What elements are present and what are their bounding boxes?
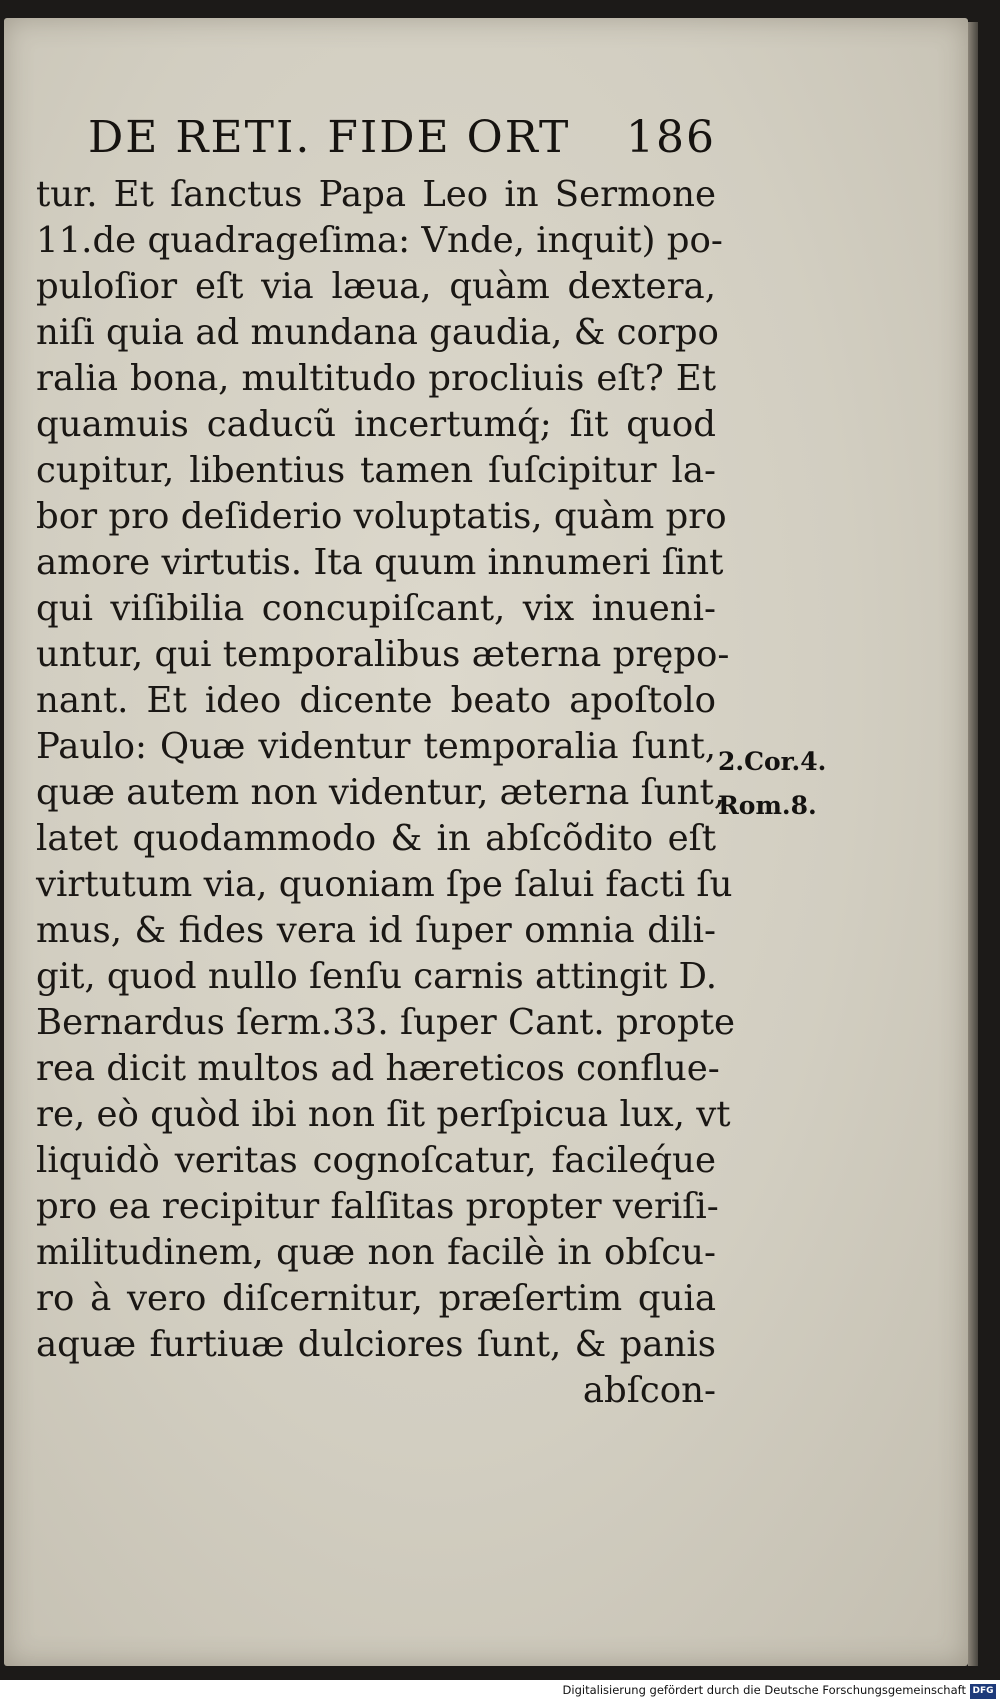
text-line: virtutum via, quoniam ſpe ſalui facti ſu	[36, 864, 733, 905]
text-line: amore virtutis. Ita quum innumeri ſint	[36, 542, 724, 583]
text-line: puloſior eſt via læua, quàm dextera,	[36, 266, 716, 307]
text-line: niſi quia ad mundana gaudia, & corpo	[36, 312, 719, 353]
margin-note: Rom.8.	[718, 791, 817, 820]
marginal-references	[718, 740, 827, 828]
text-line: qui viſibilia concupiſcant, vix inueni-	[36, 588, 716, 629]
text-line: git, quod nullo ſenſu carnis attingit D.	[36, 956, 718, 997]
running-title: DE RETI. FIDE ORT	[88, 112, 571, 163]
text-line: ralia bona, multitudo procliuis eſt? Et	[36, 358, 716, 399]
dfg-logo: DFG	[970, 1684, 996, 1699]
text-line: quamuis caducũ incertumq́; ſit quod	[36, 404, 716, 445]
text-line: nant. Et ideo dicente beato apoſtolo	[36, 680, 716, 721]
text-line: ro à vero diſcernitur, præſertim quia	[36, 1278, 716, 1319]
text-line: cupitur, libentius tamen ſuſcipitur la-	[36, 450, 716, 491]
text-line: tur. Et ſanctus Papa Leo in Sermone	[36, 174, 716, 215]
footer-bar	[0, 1680, 1000, 1704]
text-line: pro ea recipitur falſitas propter veriſi-	[36, 1186, 719, 1227]
text-line: bor pro deſiderio voluptatis, quàm pro	[36, 496, 727, 537]
text-line: Bernardus ſerm.33. ſuper Cant. propte	[36, 1002, 736, 1043]
catchword: abſcon-	[582, 1370, 716, 1411]
text-line: militudinem, quæ non facilè in obſcu-	[36, 1232, 716, 1273]
page-number: 186	[626, 112, 716, 163]
margin-note: 2.Cor.4.	[718, 747, 827, 776]
text-line: aquæ furtiuæ dulciores ſunt, & panis	[36, 1324, 716, 1365]
text-line: liquidò veritas cognoſcatur, facileq́ue	[36, 1140, 716, 1181]
funding-credit: Digitalisierung gefördert durch die Deutsche Forschungsgemeinschaft	[562, 1683, 966, 1697]
page-edge	[968, 22, 978, 1666]
text-line: Paulo: Quæ videntur temporalia ſunt,	[36, 726, 716, 767]
text-line: mus, & fides vera id ſuper omnia dili-	[36, 910, 716, 951]
text-line: untur, qui temporalibus æterna prępo-	[36, 634, 730, 675]
text-line: rea dicit multos ad hæreticos conflue-	[36, 1048, 720, 1089]
text-line: quæ autem non videntur, æterna ſunt,	[36, 772, 725, 813]
text-line: 11.de quadrageſima: Vnde, inquit) po-	[36, 220, 723, 261]
text-line: latet quodammodo & in abſcõdito eſt	[36, 818, 716, 859]
running-header	[88, 112, 716, 170]
body-text	[36, 172, 736, 1414]
text-line: re, eò quòd ibi non ſit perſpicua lux, vt	[36, 1094, 731, 1135]
